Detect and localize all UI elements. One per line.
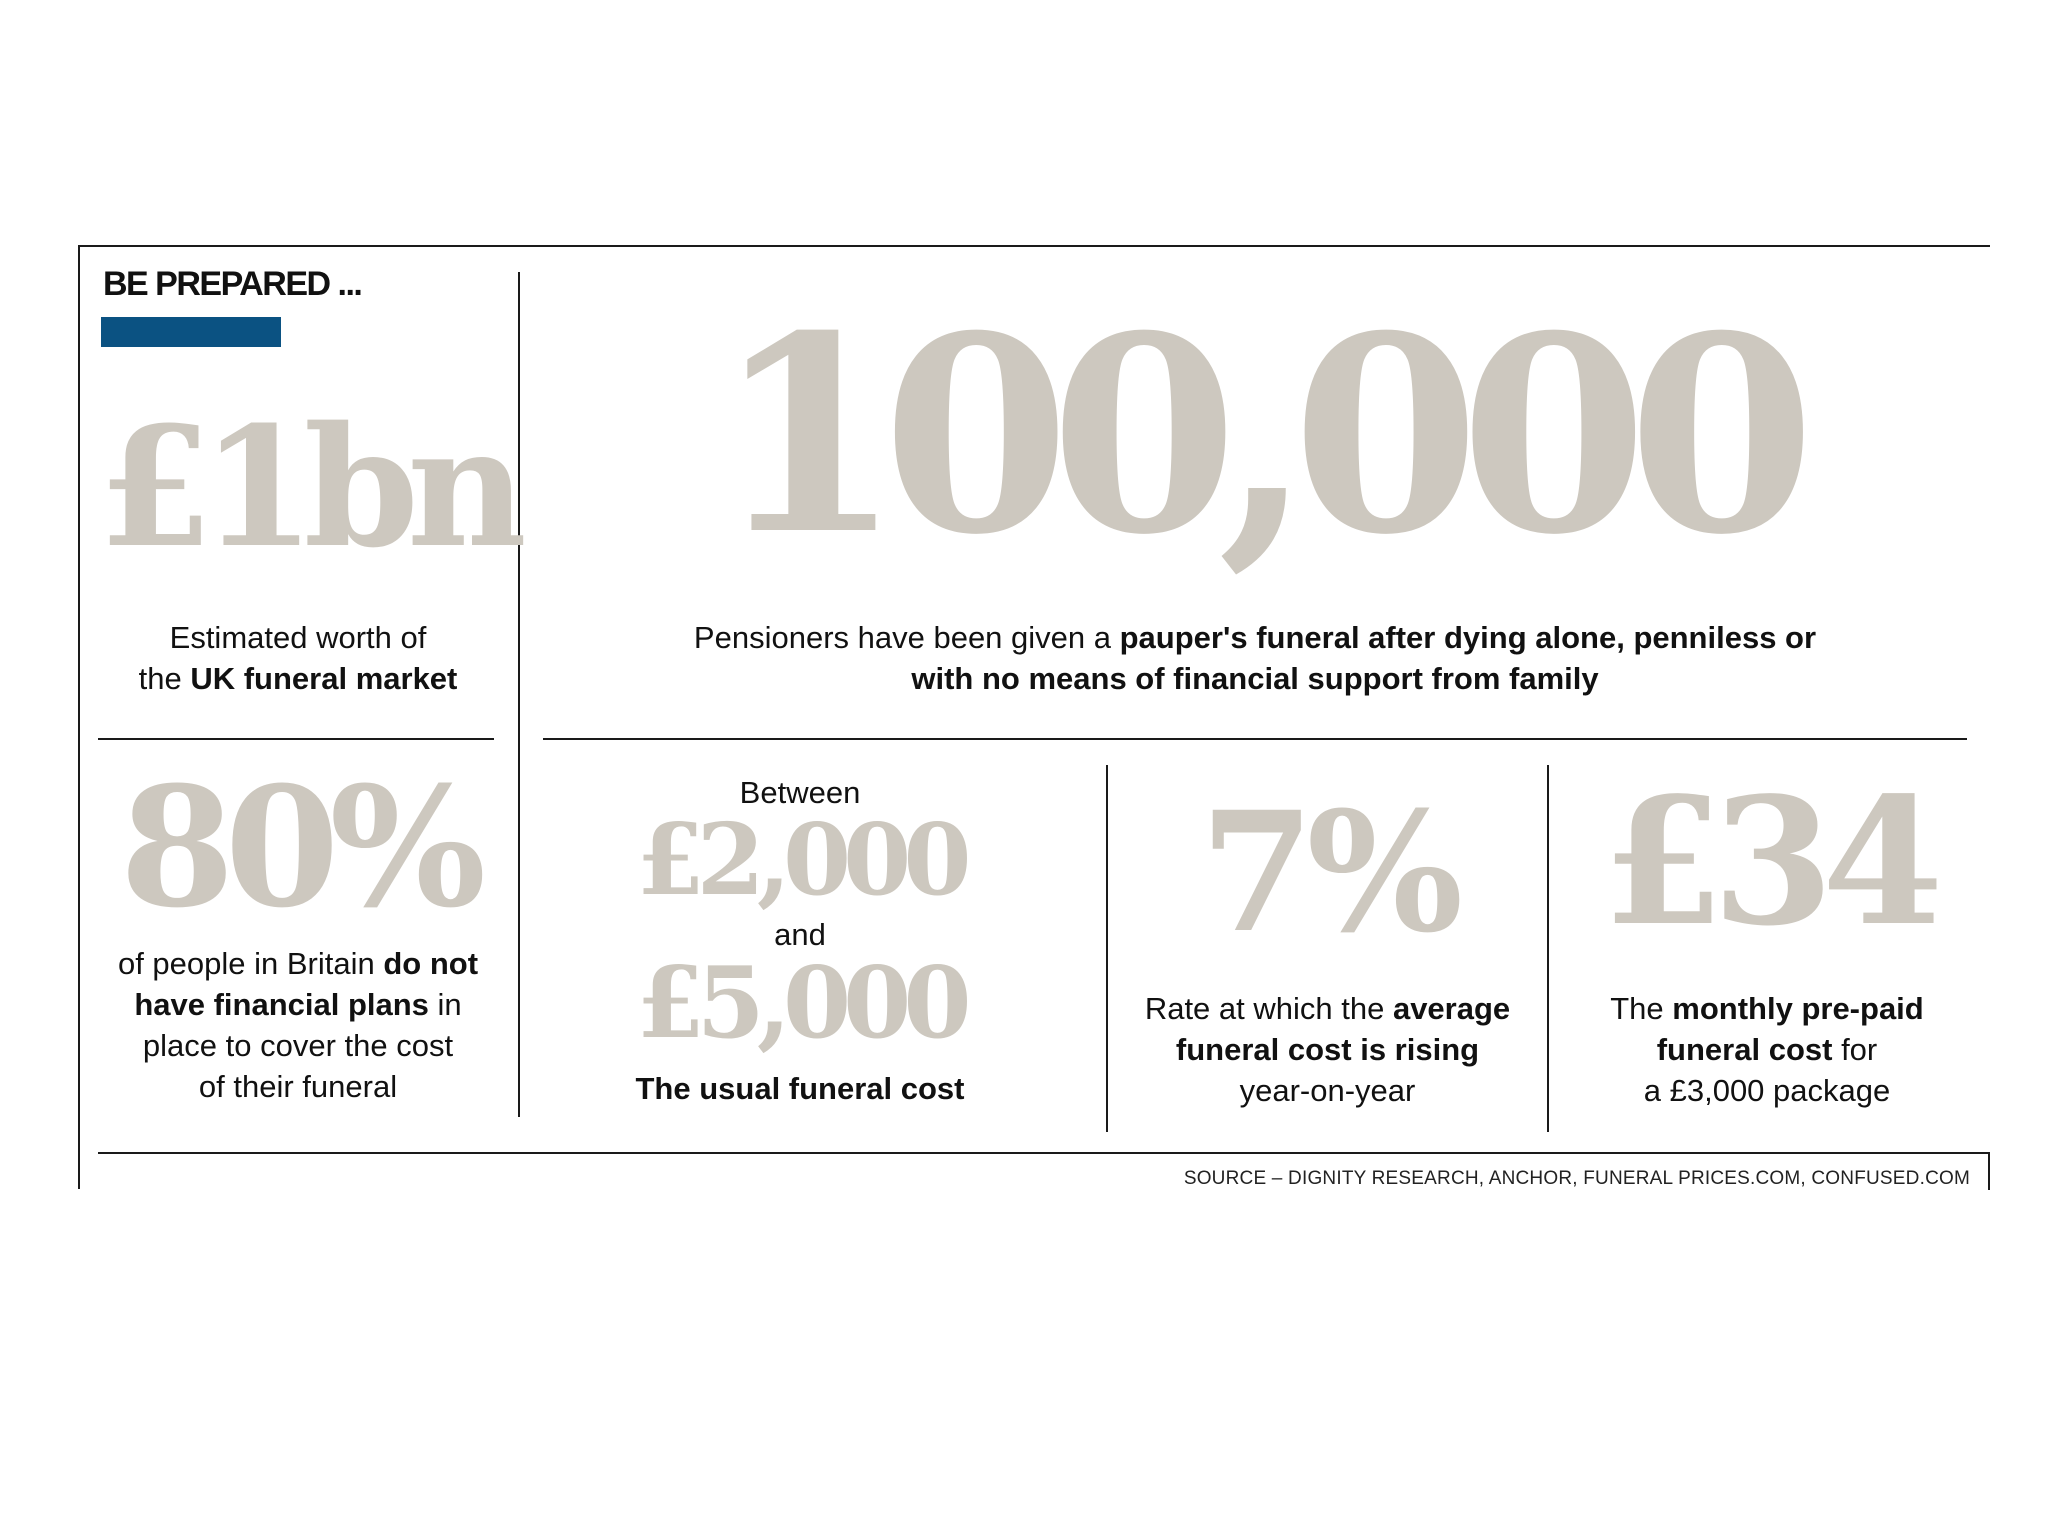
stat-figure-7-percent: 7% — [1199, 775, 1456, 969]
stat-figure-5000: £5,000 — [636, 946, 964, 1061]
usual-cost-and-label: and — [774, 917, 826, 952]
title-accent-bar — [101, 317, 281, 347]
caption-line: of their funeral — [198, 1069, 398, 1104]
stat-caption-usual-cost: The usual funeral cost — [635, 1071, 965, 1106]
infographic-title: BE PREPARED ... — [103, 265, 362, 303]
column-divider-3 — [1547, 765, 1549, 1132]
row-divider-right — [543, 738, 1967, 740]
caption-line: of people in Britain do not — [117, 946, 479, 981]
column-divider-2 — [1106, 765, 1108, 1132]
stat-caption-1bn — [98, 617, 498, 699]
source-credit: SOURCE – DIGNITY RESEARCH, ANCHOR, FUNERAL PRICES.COM, CONFUSED.COM — [1183, 1168, 1970, 1189]
stat-figure-80-percent: 80% — [119, 750, 477, 944]
row-divider-left — [98, 738, 494, 740]
caption-line: Estimated worth of — [169, 620, 427, 655]
stat-caption-7-percent — [1110, 988, 1545, 1111]
top-rule — [78, 245, 1990, 247]
stat-figure-1bn: £1bn — [98, 390, 515, 584]
left-frame-rule — [78, 245, 80, 1189]
caption-line: year-on-year — [1239, 1073, 1416, 1108]
stat-figure-34: £34 — [1602, 760, 1932, 965]
caption-line: the UK funeral market — [138, 661, 458, 696]
caption-line: Pensioners have been given a pauper's funeral after dying alone, penniless or — [693, 620, 1817, 655]
usual-cost-between-label: Between — [739, 775, 861, 810]
caption-line: The monthly pre-paid — [1610, 991, 1924, 1026]
stat-caption-80-percent — [98, 943, 498, 1107]
right-frame-rule — [1988, 1152, 1990, 1190]
caption-line: funeral cost for — [1656, 1032, 1878, 1067]
bottom-rule — [98, 1152, 1990, 1154]
caption-line: with no means of financial support from family — [911, 661, 1599, 696]
stat-caption-100000 — [543, 617, 1967, 699]
stat-caption-34 — [1552, 988, 1982, 1111]
caption-line: a £3,000 package — [1643, 1073, 1891, 1108]
column-divider-main — [518, 272, 520, 1117]
caption-line: have financial plans in — [134, 987, 462, 1022]
caption-line: funeral cost is rising — [1175, 1032, 1480, 1067]
caption-line: place to cover the cost — [142, 1028, 454, 1063]
caption-line: Rate at which the average — [1144, 991, 1511, 1026]
stat-figure-100000: 100,000 — [714, 276, 1796, 594]
stat-figure-2000: £2,000 — [636, 803, 964, 918]
